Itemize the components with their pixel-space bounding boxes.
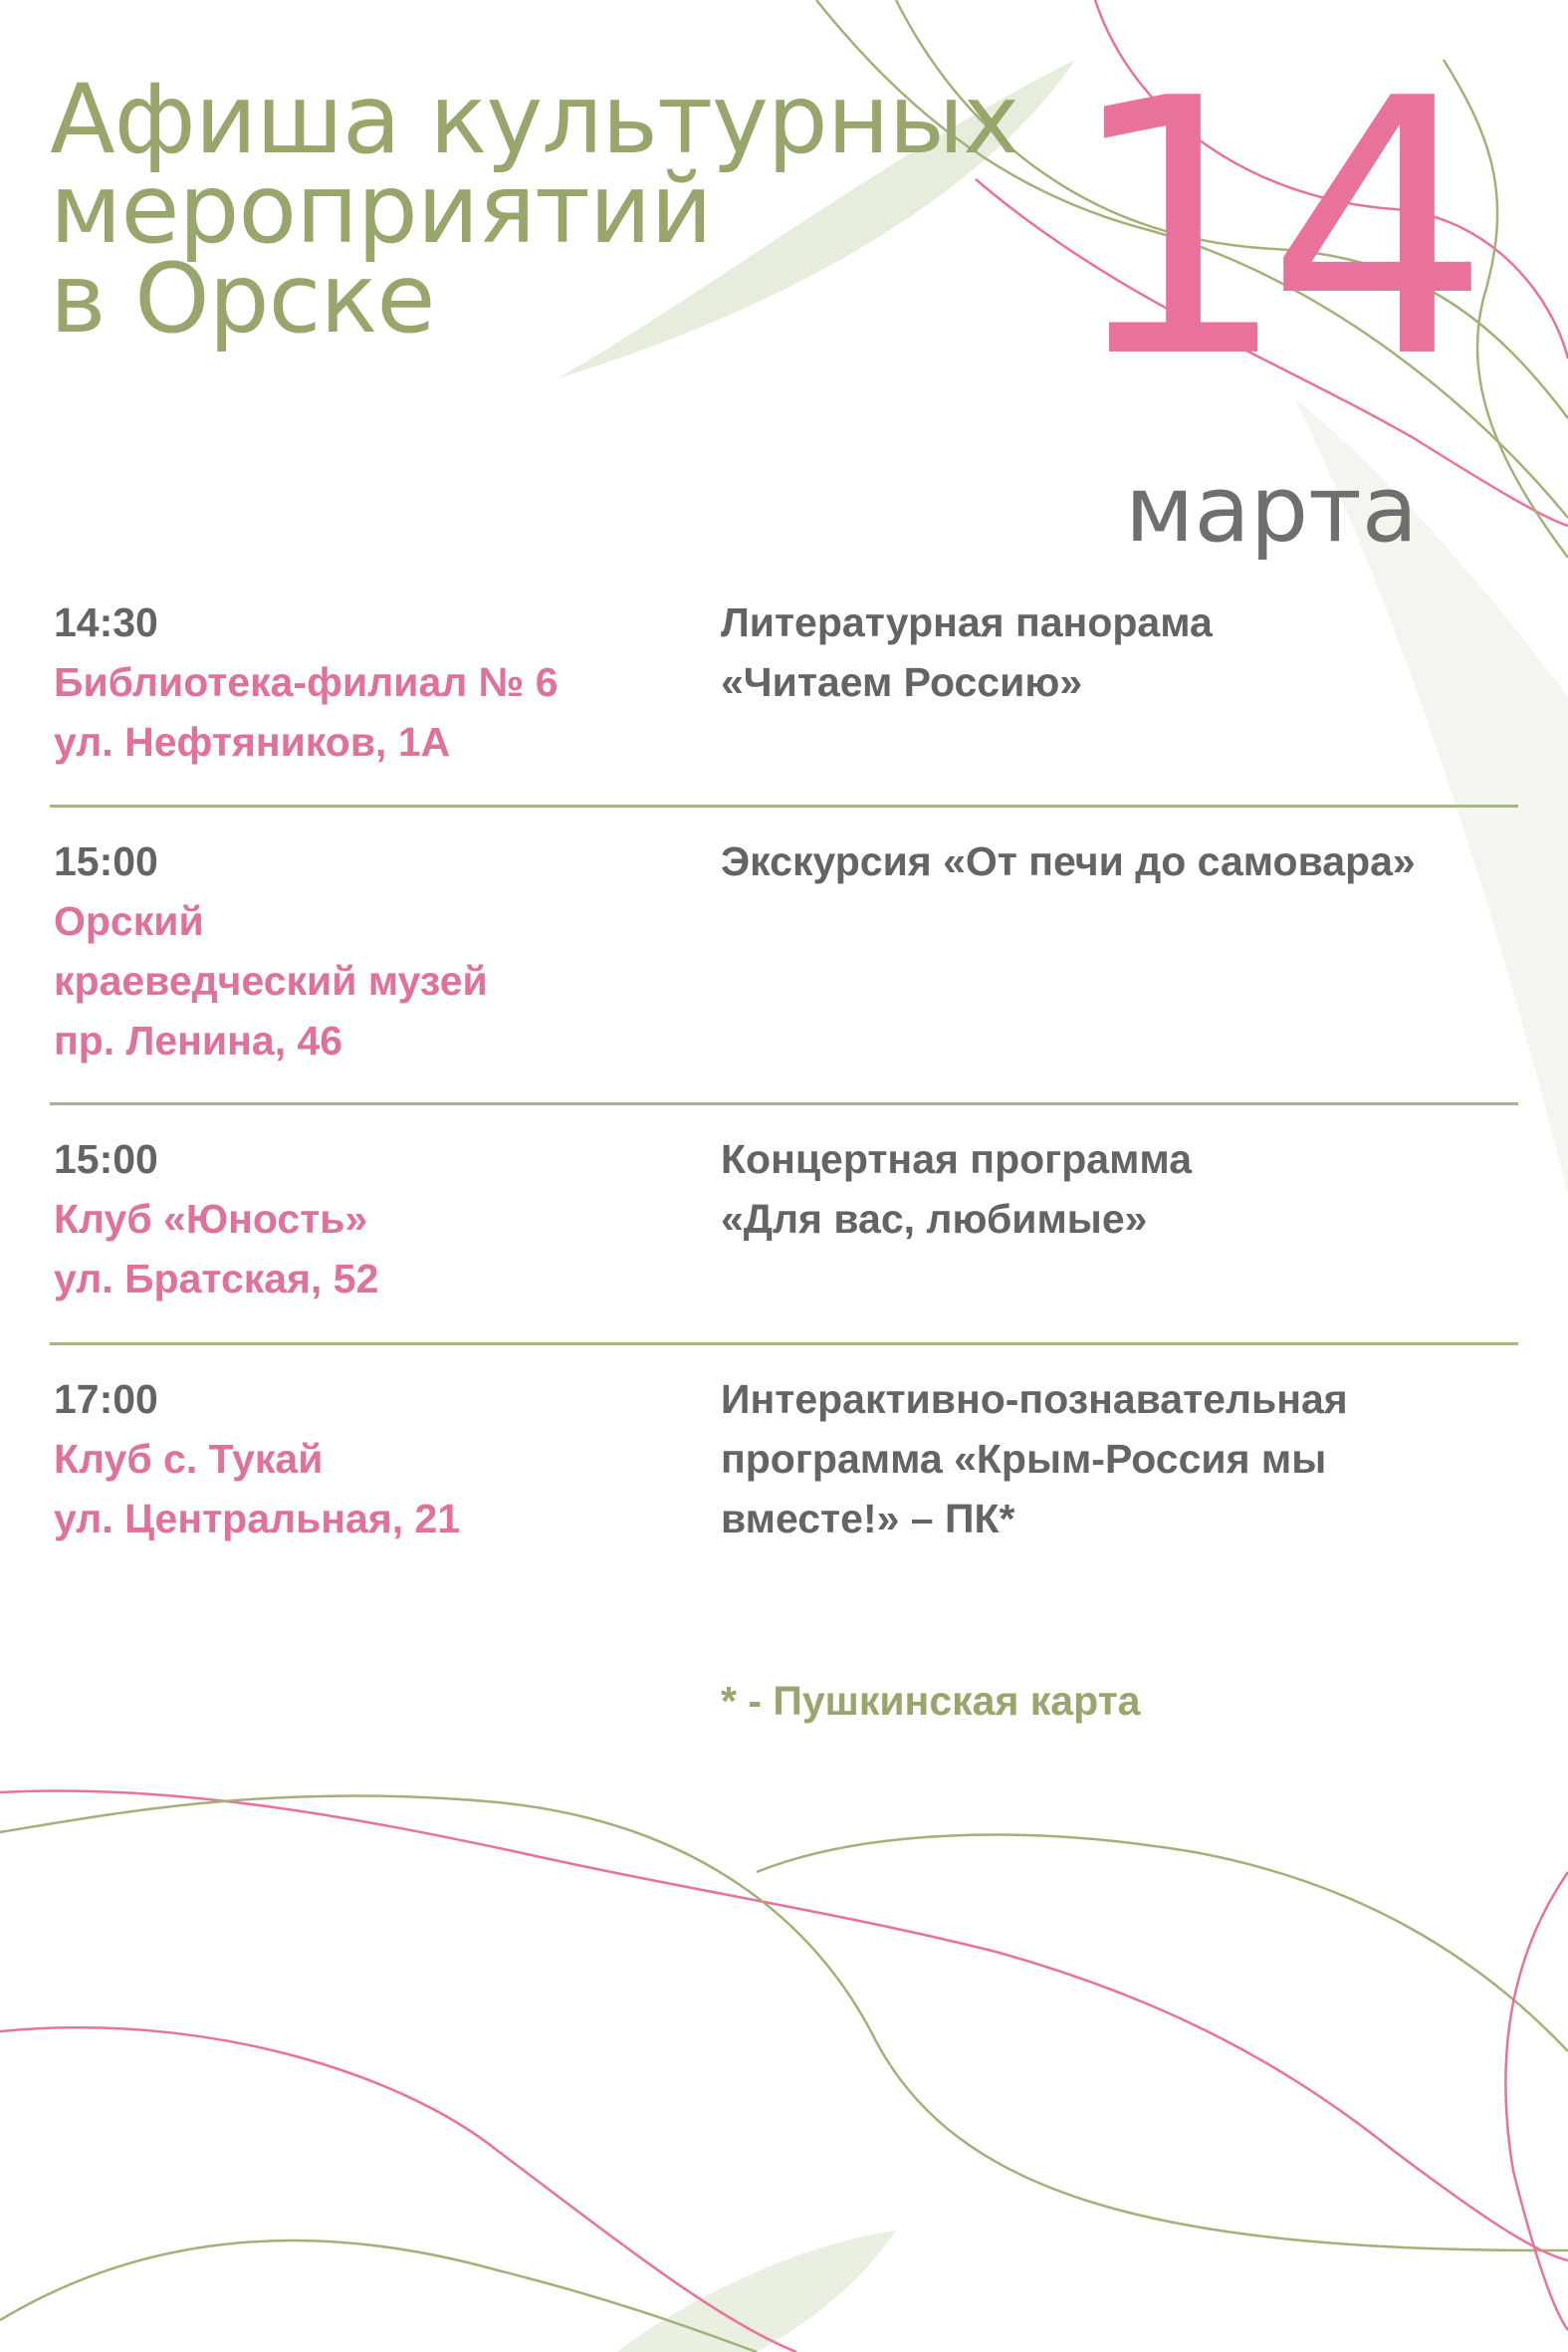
title-line: мероприятий <box>50 153 712 265</box>
wave-line <box>1505 1872 1568 2330</box>
event-place: краеведческий музей <box>54 958 488 1004</box>
event-address: ул. Центральная, 21 <box>54 1496 461 1541</box>
event-place: Орский <box>54 898 204 944</box>
event-title-line: Литературная панорама <box>721 599 1213 645</box>
event-description <box>721 831 1537 891</box>
title-line: в Орске <box>50 243 435 354</box>
wave-line <box>996 1952 1568 2260</box>
footnote: * - Пушкинская карта <box>721 1678 1141 1724</box>
title-line: Афиша культурных <box>50 64 1019 175</box>
event-address: пр. Ленина, 46 <box>54 1018 343 1063</box>
event-title-line: Интерактивно-познавательная <box>721 1376 1348 1422</box>
event-time: 15:00 <box>54 1136 158 1182</box>
event-time: 14:30 <box>54 599 158 645</box>
event-location <box>54 1369 691 1548</box>
event-place: Клуб «Юность» <box>54 1196 368 1242</box>
row-divider <box>50 1102 1518 1105</box>
date-day: 14 <box>1065 23 1467 435</box>
wave-line <box>757 1835 1568 2051</box>
row-divider <box>50 805 1518 808</box>
event-location <box>54 831 691 1070</box>
event-title-line: вместе!» – ПК* <box>721 1496 1015 1541</box>
event-title-line: «Читаем Россию» <box>721 659 1083 705</box>
event-time: 15:00 <box>54 838 158 884</box>
event-location <box>54 1129 691 1308</box>
date-month: марта <box>1125 456 1419 563</box>
event-address: ул. Нефтяников, 1А <box>54 719 451 765</box>
event-description <box>721 592 1537 712</box>
event-description <box>721 1369 1537 1548</box>
wave-line <box>0 2027 796 2352</box>
wave-line <box>0 1790 996 1952</box>
event-address: ул. Братская, 52 <box>54 1256 379 1301</box>
event-title-line: Экскурсия «От печи до самовара» <box>721 838 1416 884</box>
event-location <box>54 592 691 772</box>
wave-line <box>0 1795 1568 2250</box>
event-title-line: программа «Крым-Россия мы <box>721 1436 1327 1482</box>
event-place: Библиотека-филиал № 6 <box>54 659 559 705</box>
event-description <box>721 1129 1537 1249</box>
row-divider <box>50 1342 1518 1345</box>
event-time: 17:00 <box>54 1376 158 1422</box>
page-title <box>50 64 1019 354</box>
event-title-line: Концертная программа <box>721 1136 1193 1182</box>
event-place: Клуб с. Тукай <box>54 1436 324 1482</box>
event-title-line: «Для вас, любимые» <box>721 1196 1148 1242</box>
